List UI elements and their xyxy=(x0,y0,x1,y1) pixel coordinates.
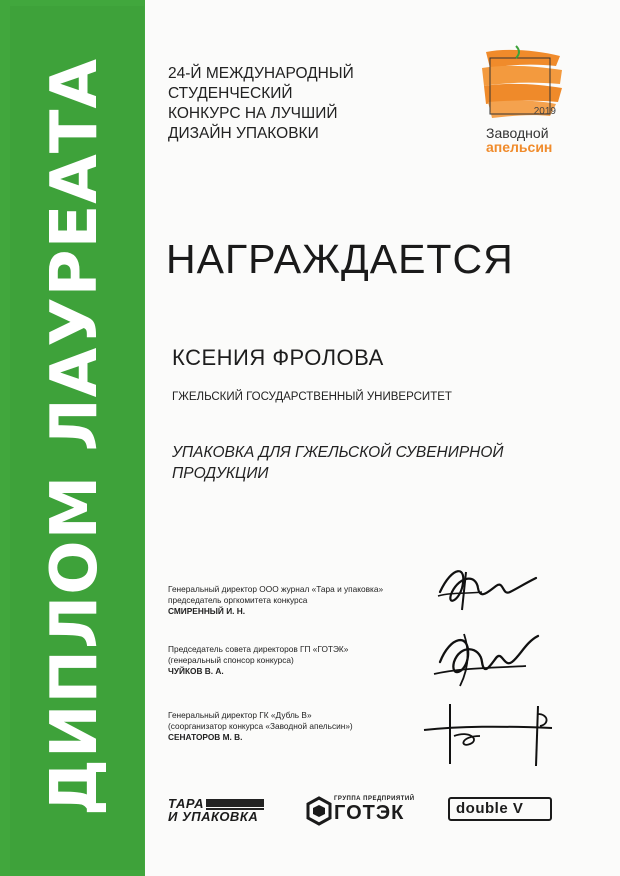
signer-role: председатель оргкомитета конкурса xyxy=(168,595,308,605)
signer-block xyxy=(168,644,348,677)
signer-name: ЧУЙКОВ В. А. xyxy=(168,666,224,676)
contest-title-line: ДИЗАЙН УПАКОВКИ xyxy=(168,125,319,142)
signer-block xyxy=(168,710,353,743)
gotek-logo-text: ГОТЭК xyxy=(334,802,405,824)
logo-subtitle: апельсин xyxy=(486,139,553,155)
recipient-university: ГЖЕЛЬСКИЙ ГОСУДАРСТВЕННЫЙ УНИВЕРСИТЕТ xyxy=(172,391,452,403)
signer-role: (генеральный спонсор конкурса) xyxy=(168,655,294,665)
double-v-logo-text: double V xyxy=(456,800,524,817)
double-v-logo xyxy=(448,797,552,821)
signer-title: Генеральный директор ООО журнал «Тара и упаковка» xyxy=(168,584,384,594)
tara-logo-bar xyxy=(206,799,264,807)
signer-role: (соорганизатор конкурса «Заводной апельсин») xyxy=(168,721,353,731)
signature-1 xyxy=(432,562,542,612)
green-sidebar-band xyxy=(0,0,145,876)
signer-name: СЕНАТОРОВ М. В. xyxy=(168,732,243,742)
gotek-logo-caption: ГРУППА ПРЕДПРИЯТИЙ xyxy=(334,796,415,802)
project-title-line: ПРОДУКЦИИ xyxy=(172,465,269,482)
signature-3 xyxy=(420,700,560,770)
award-heading: НАГРАЖДАЕТСЯ xyxy=(166,236,514,282)
signer-title: Генеральный директор ГК «Дубль В» xyxy=(168,710,312,720)
contest-title-line: СТУДЕНЧЕСКИЙ xyxy=(168,85,293,102)
diploma-vertical-title: ДИПЛОМ ЛАУРЕАТА xyxy=(38,57,112,817)
project-title xyxy=(172,442,552,484)
signature-2 xyxy=(430,622,550,692)
signer-title: Председатель совета директоров ГП «ГОТЭК» xyxy=(168,644,349,654)
gotek-emblem-icon xyxy=(306,796,332,826)
project-title-line: УПАКОВКА ДЛЯ ГЖЕЛЬСКОЙ СУВЕНИРНОЙ xyxy=(172,444,504,461)
tara-logo-line: И УПАКОВКА xyxy=(168,809,259,824)
signer-name: СМИРЕННЫЙ И. Н. xyxy=(168,606,246,616)
recipient-name: КСЕНИЯ ФРОЛОВА xyxy=(172,345,384,370)
zavodnoy-apelsin-logo xyxy=(476,44,568,164)
contest-title-line: КОНКУРС НА ЛУЧШИЙ xyxy=(168,105,338,122)
contest-title xyxy=(168,64,398,144)
contest-title-line: 24-Й МЕЖДУНАРОДНЫЙ xyxy=(168,65,354,82)
logo-name: Заводной xyxy=(486,125,549,141)
logo-year: 2019 xyxy=(533,106,556,117)
signer-block xyxy=(168,584,383,617)
gotek-logo xyxy=(306,794,415,828)
tara-logo-line: ТАРА xyxy=(168,796,205,811)
tara-i-upakovka-logo xyxy=(168,796,264,826)
